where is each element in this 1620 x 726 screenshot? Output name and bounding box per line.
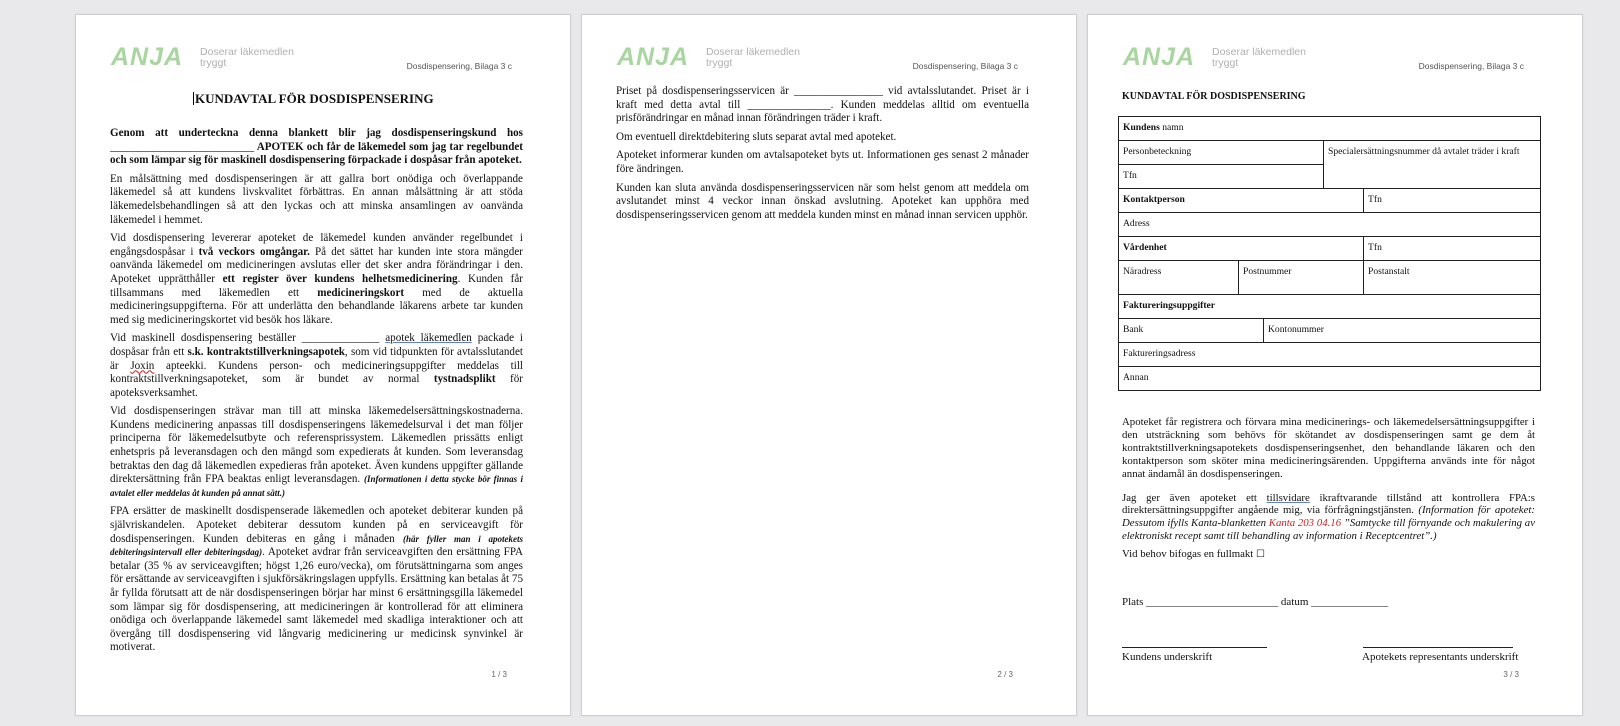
field-personal-id[interactable]: Personbeteckning (1119, 141, 1324, 165)
field-other[interactable]: Annan (1119, 367, 1541, 391)
field-billing-address[interactable]: Faktureringsadress (1119, 343, 1541, 367)
field-care-unit[interactable]: Vårdenhet (1119, 237, 1364, 261)
field-address[interactable]: Adress (1119, 213, 1541, 237)
paragraph-direct-debit: Om eventuell direktdebitering sluts separat avtal med apoteket. (616, 130, 897, 143)
field-special-reimbursement-number[interactable]: Specialersättningsnummer då avtalet träder i kraft (1324, 141, 1541, 189)
paragraph-delivery: Vid dosdispensering levererar apoteket de läkemedel kunden använder regelbundet i engångsdospåsar i två veckors omgångar. På det sättet har kunden inte stora mängder oanvända läkemedel om medicineringen avslutas eller det sker andra förändringar i den. Apoteket upprätthåller ett register över kundens helhetsmedicinering. Kunden får tillsammans med läkemedlen ett medicineringskort med de aktuella medicineringsuppgifterna. För att underlätta den behandlande läkarens arbete tar kunden med sig medicineringskortet vid besök hos läkare. (110, 232, 523, 326)
document-page-2 (581, 14, 1077, 716)
logo-tagline: Doserar läkemedlen tryggt (200, 46, 294, 69)
page-number: 2 / 3 (997, 670, 1013, 679)
consent-paragraph-2: Jag ger även apoteket ett tillsvidare ikraftvarande tillstånd att kontrollera FPA:s direktersättningsuppgifter angående mig, via förfrågningstjänsten. (Information för apoteket: Dessutom ifylls Kanta-blanketten Kanta 203 04.16 ”Samtycke till förnyande och makulering av elektroniskt recept samt till behandling av information i Receptcentret”.) (1122, 491, 1536, 543)
logo-wordmark: ANJA (111, 43, 184, 71)
pharmacy-signature-label: Apotekets representants underskrift (1362, 651, 1519, 663)
paragraph-machine-dispensing: Vid maskinell dosdispensering beställer ______________ apotek läkemedlen packade i dospåsar från ett s.k. kontraktstillverkningsapotek, som vid tidpunkten för avtalsslutandet är Joxin apteekki. Kundens person- och medicineringsuppgifter meddelas till kontraktstillverkningsapoteket, som är bundet av normal tystnadsplikt för apoteksverksamhet. (110, 332, 524, 399)
page-2-body[interactable] (616, 85, 1029, 227)
paragraph-price: Priset på dosdispenseringsservicen är ________________ vid avtalsslutandet. Priset är i kraft med detta avtal till _______________. Kunden meddelas alltid om eventuella prisförändringar en månad innan förändringen träder i kraft. (616, 85, 1030, 125)
customer-signature-label: Kundens underskrift (1122, 651, 1213, 663)
field-street-address[interactable]: Näradress (1119, 261, 1239, 295)
paragraph-goal: En målsättning med dosdispenseringen är att gallra bort onödiga och överlappande läkemedel så att kundens livskvalitet förbättras. En annan målsättning är att stöda läkemedelsbehandlingen så att den lyckas och att minska ansamlingen av oanvända läkemedel i hemmet. (110, 172, 523, 226)
intro-paragraph: Genom att underteckna denna blankett blir jag dosdispenseringskund hos __________________________ APOTEK och får de läkemedel som jag tar regelbundet och som lämpar sig för maskinell dosdispensering förpackade i dospåsar från apoteket. (110, 127, 523, 167)
field-account-number[interactable]: Kontonummer (1264, 319, 1541, 343)
paragraph-termination: Kunden kan sluta använda dosdispenseringsservicen när som helst genom att meddela om avslutandet minst 4 veckor innan önskad avslutning. Apoteket kan upphöra med dosdispenseringsservicen genom att meddela kunden minst en månad innan servicen upphör. (616, 181, 1029, 221)
paragraph-costs: Vid dosdispenseringen strävar man till att minska läkemedelsersättningskostnaderna. Kundens medicinering anpassas till dosdispenseringens läkemedelsurval i det man följer principerna för läkemedelsutbyte och referensprissystem. Läkemedlen prissätts enligt enhetspris på leveransdagen och den mängd som expedierats åt kunden. Som leveransdag betraktas den dag då läkemedlen expedieras från apoteket. Även kundens uppgifter gällande direktersättning från FPA beaktas enligt leveransdagen. (Informationen i detta stycke bör finnas i avtalet eller meddelas åt kunden på annat sätt.) (110, 405, 523, 498)
logo-tagline: Doserar läkemedlen tryggt (1212, 46, 1306, 69)
document-reference: Dosdispensering, Bilaga 3 c (912, 61, 1018, 71)
consent-section[interactable] (1122, 416, 1535, 567)
customer-signature-line[interactable] (1122, 647, 1267, 648)
place-label: Plats (1122, 596, 1144, 608)
field-postal-code[interactable]: Postnummer (1239, 261, 1364, 295)
consent-paragraph-1: Apoteket får registrera och förvara mina medicinerings- och läkemedelsersättningsuppgifter i den utsträckning som behövs för skötandet av dosdispenseringen samt ge dem åt kontraktstillverkningsapotekets dosdispenseringsenhet, den behandlande läkaren och den kontaktperson som sköter mina medicineringsärenden. Uppgifterna används inte för något annat ändamål än dosdispenseringen. (1122, 416, 1535, 480)
pharmacy-signature-line[interactable] (1363, 647, 1513, 648)
text-cursor (193, 92, 194, 105)
customer-form-table (1118, 116, 1541, 391)
logo-wordmark: ANJA (617, 43, 690, 71)
document-page-3 (1087, 14, 1583, 716)
paragraph-fpa: FPA ersätter de maskinellt dosdispenserade läkemedlen och apoteket debiterar kunden på självriskandelen. Apoteket debiterar dessutom kunden på en serviceavgift för dosdispenseringen. Kunden debiteras en gång i månaden (här fyller man i apotekets debiteringsintervall eller debiteringsdag). Apoteket avdrar från serviceavgiften den ersättning FPA betalar (35 % av serviceavgiften; högst 1,26 euro/vecka), om förutsättningarna som anges för ersättande av serviceavgiften i sjukförsäkringslagen uppfylls. Ersättning kan betalas åt 75 år fyllda förutsatt att de när dosdispenseringen börjar har minst 6 ersättningsgilla läkemedel som lämpar sig för dosdispensering, att medicineringen är kontrollerad för att eliminera onödiga och överlappande läkemedel samt läkemedel med skadliga interaktioner och att övergång till dosdispensering vid långvarig medicinering ur medicinsk synvinkel är motiverat. (110, 505, 524, 654)
logo-tagline: Doserar läkemedlen tryggt (706, 46, 800, 69)
page-1-body[interactable] (110, 127, 523, 660)
place-date-line (1122, 596, 1388, 608)
power-of-attorney-line: Vid behov bifogas en fullmakt ☐ (1122, 548, 1265, 561)
field-customer-name[interactable]: Kundens namn (1119, 117, 1541, 141)
page-number: 3 / 3 (1503, 670, 1519, 679)
power-of-attorney-checkbox[interactable]: ☐ (1256, 549, 1265, 561)
field-care-unit-phone[interactable]: Tfn (1364, 237, 1541, 261)
date-field[interactable]: ______________ (1311, 596, 1389, 608)
field-post-office[interactable]: Postanstalt (1364, 261, 1541, 295)
field-customer-phone[interactable]: Tfn (1119, 165, 1324, 189)
logo-wordmark: ANJA (1123, 43, 1196, 71)
page-number: 1 / 3 (491, 670, 507, 679)
place-field[interactable]: ________________________ (1146, 596, 1279, 608)
date-label: datum (1280, 596, 1309, 608)
document-reference: Dosdispensering, Bilaga 3 c (1418, 61, 1524, 71)
paragraph-pharmacy-change: Apoteket informerar kunden om avtalsapoteket byts ut. Informationen ges senast 2 månader före ändringen. (616, 149, 1029, 175)
field-contact-person[interactable]: Kontaktperson (1119, 189, 1364, 213)
field-contact-phone[interactable]: Tfn (1364, 189, 1541, 213)
document-page-1 (75, 14, 571, 716)
form-title: KUNDAVTAL FÖR DOSDISPENSERING (1122, 91, 1306, 102)
page-title[interactable]: KUNDAVTAL FÖR DOSDISPENSERING (195, 91, 434, 106)
field-billing-info[interactable]: Faktureringsuppgifter (1119, 295, 1541, 319)
field-bank[interactable]: Bank (1119, 319, 1264, 343)
document-reference: Dosdispensering, Bilaga 3 c (406, 61, 512, 71)
